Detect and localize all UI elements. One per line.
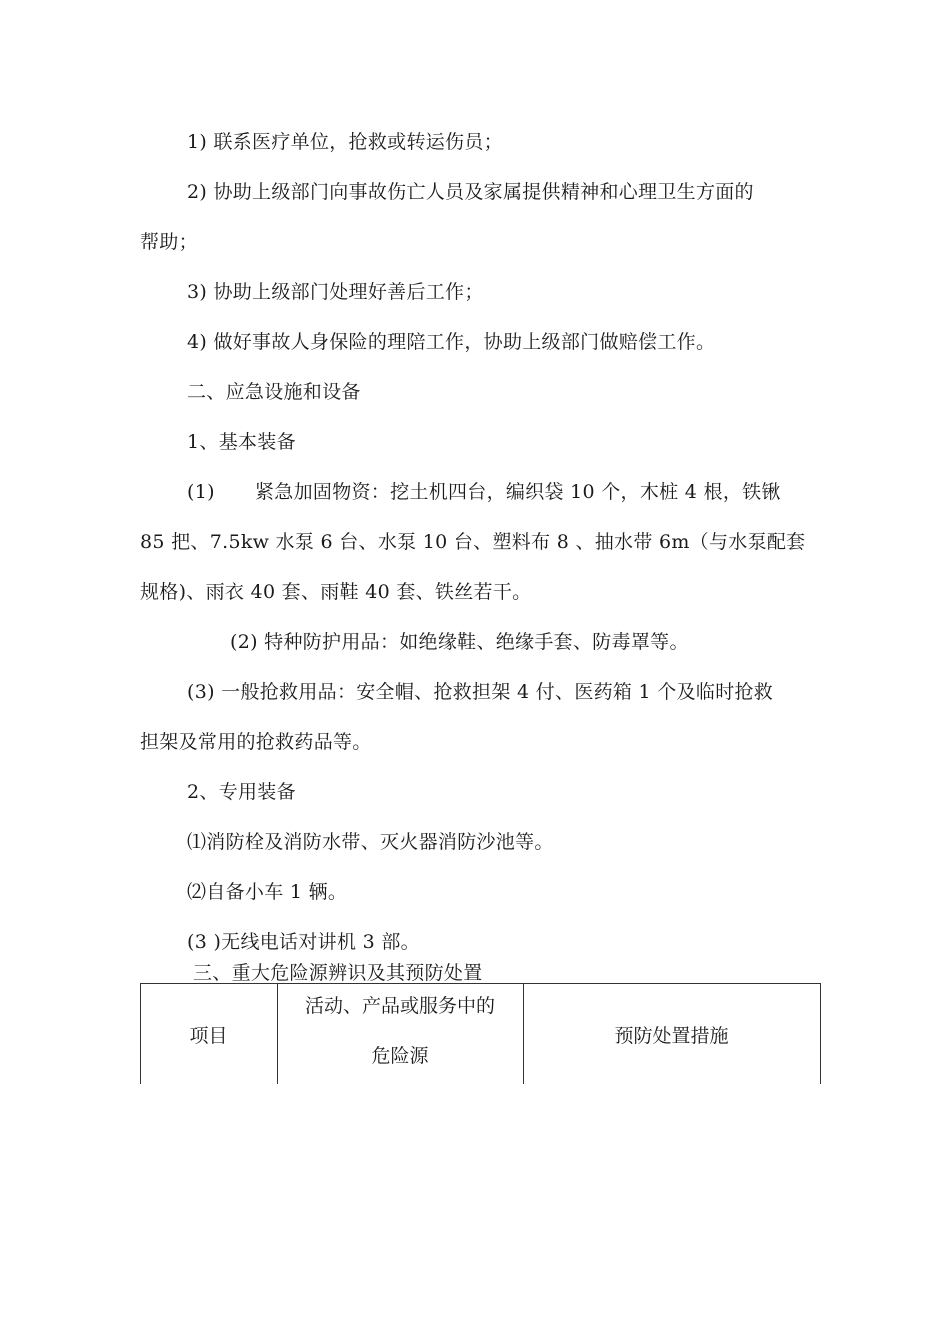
paragraph-line: ⑵自备小车 1 辆。: [187, 881, 348, 903]
section-heading: 二、应急设施和设备: [187, 381, 361, 403]
paragraph-line: 2) 协助上级部门向事故伤亡人员及家属提供精神和心理卫生方面的: [187, 181, 754, 203]
section-heading: 三、重大危险源辨识及其预防处置: [193, 962, 483, 984]
list-item-marker: (1): [187, 481, 215, 503]
paragraph-line: 3) 协助上级部门处理好善后工作；: [187, 281, 484, 303]
paragraph-line: 紧急加固物资：挖土机四台，编织袋 10 个，木桩 4 根，铁锹: [255, 481, 781, 503]
table-header-measures: 预防处置措施: [614, 1025, 729, 1047]
paragraph-line: (2) 特种防护用品：如绝缘鞋、绝缘手套、防毒罩等。: [230, 631, 689, 653]
paragraph-line: (3) 一般抢救用品：安全帽、抢救担架 4 付、医药箱 1 个及临时抢救: [187, 681, 774, 703]
subsection-heading: 1、基本装备: [187, 431, 296, 453]
table-header-item: 项目: [189, 1025, 228, 1047]
hazard-table: [140, 983, 821, 1084]
paragraph-line: 帮助；: [140, 231, 198, 253]
subsection-heading: 2、专用装备: [187, 781, 296, 803]
paragraph-line: 85 把、7.5kw 水泵 6 台、水泵 10 台、塑料布 8 、抽水带 6m（与水泵配套: [140, 531, 806, 553]
paragraph-line: 担架及常用的抢救药品等。: [140, 731, 372, 753]
table-border: [820, 984, 821, 1084]
table-header-hazard: 危险源: [371, 1045, 429, 1067]
paragraph-line: 4) 做好事故人身保险的理陪工作，协助上级部门做赔偿工作。: [187, 331, 716, 353]
paragraph-line: (3 )无线电话对讲机 3 部。: [187, 931, 420, 953]
table-header-hazard: 活动、产品或服务中的: [304, 995, 495, 1017]
paragraph-line: 1) 联系医疗单位，抢救或转运伤员；: [187, 131, 503, 153]
paragraph-line: 规格)、雨衣 40 套、雨鞋 40 套、铁丝若干。: [140, 581, 532, 603]
paragraph-line: ⑴消防栓及消防水带、灭火器消防沙池等。: [187, 831, 554, 853]
